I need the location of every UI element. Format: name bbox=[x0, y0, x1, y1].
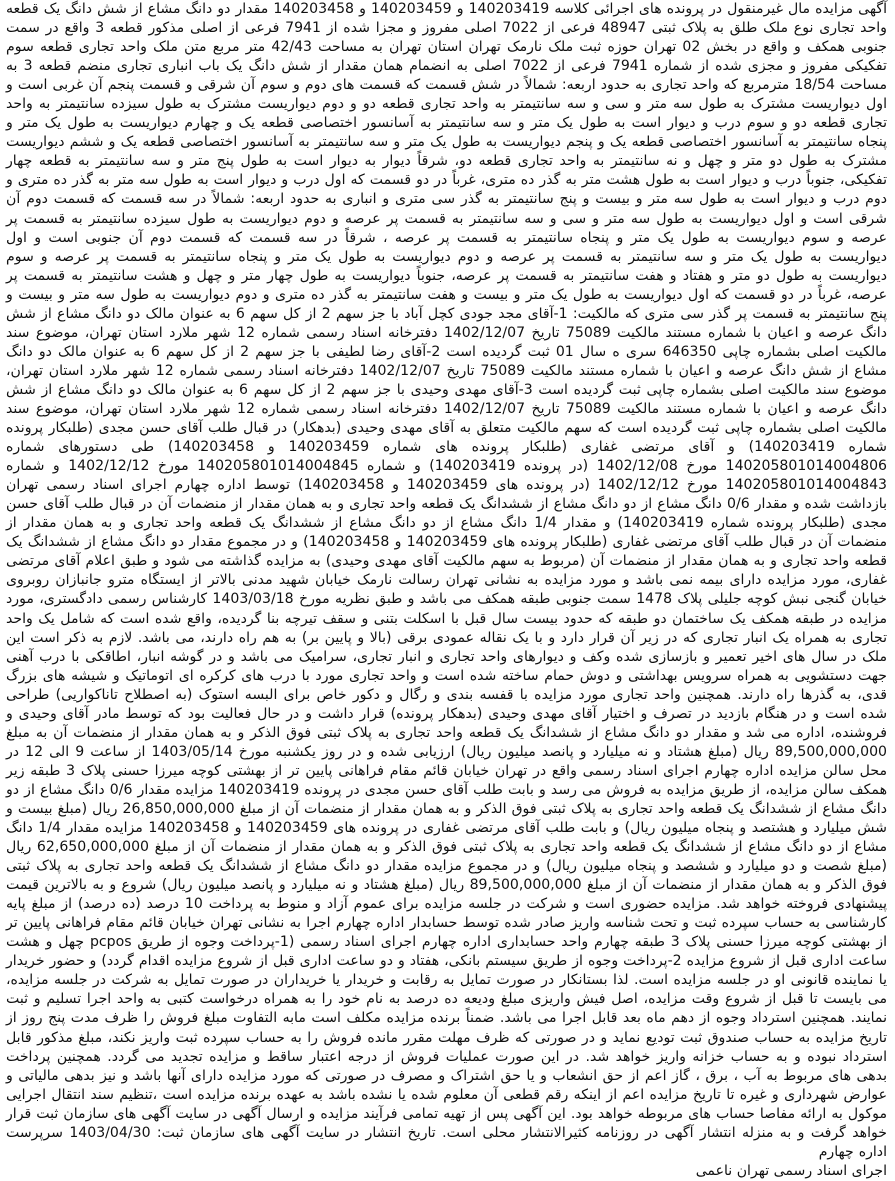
auction-notice bbox=[4, 0, 889, 1179]
notice-signature: اجرای اسناد رسمی تهران ناعمی bbox=[695, 1162, 887, 1179]
notice-body: آگهی مزایده مال غیرمنقول در پرونده های اجرائی کلاسه 140203419 و 140203459 و 140203458 مقدار دو دانگ مشاع از شش دانگ یک قطعه واحد تجاری نوع ملک طلق به پلاک ثبتی 48947 فرعی از 7022 اصلی مفروز و مجزا شده از 7941 فرعی از اصلی مذکور قطعه 3 واقع در سمت جنوبی همکف و واقع در بخش 02 تهران حوزه ثبت ملک نارمک تهران استان تهران به مساحت 42/43 متر مربع متن ملک واحد تجاری قطعه سوم تفکیکی مفروز و مجزی شده از شماره 7941 فرعی از 7022 اصلی به انضمام همان مقدار از شش دانگ یک باب انباری تجاری منضم قطعه 3 به مساحت 18/54 مترمربع که واحد تجاری به حدود اربعه: شمالاً در شش قسمت که قسمت های دوم و سوم آن شرقی و قسمت پنجم آن غربی است و اول دیواریست مشترک به طول سه متر و سی و سه سانتیمتر به واحد تجاری قطعه دو و دوم دیواریست مشترک به طول سیزده سانتیمتر به واحد تجاری قطعه دو و سوم درب و دیوار است به طول یک متر و سه سانتیمتر به آسانسور اختصاصی قطعه یک و چهارم دیواریست به طول یک متر و پنجاه سانتیمتر به آسانسور اختصاصی قطعه یک و پنجم دیواریست به طول یک متر و سه سانتیمتر به آسانسور اختصاصی قطعه یک و ششم دیواریست مشترک به طول دو متر و چهل و نه سانتیمتر به واحد تجاری قطعه دو، شرقاً دیوار به دیوار است به طول پنج متر و سه سانتیمتر به قطعه چهار تفکیکی، جنوباً درب و دیوار است به طول هشت متر به گذر ده متری، غرباً در دو قسمت که اول درب و دیوار است به طول سه متر به گذر ده متری و دوم درب و دیوار است به طول سه متر و بیست و پنج سانتیمتر به گذر سی متری و انباری به حدود اربعه: شمالاً در سه قسمت که قسمت دوم آن شرقی است و اول دیواریست به طول سه متر و سی و سه سانتیمتر به قسمت پر عرصه و دوم دیواریست به طول سیزده سانتیمتر به قسمت پر عرصه و سوم دیواریست به طول یک متر و پنجاه سانتیمتر به قسمت پر عرصه ، شرقاً در سه قسمت که قسمت دوم آن جنوبی است و اول دیواریست به طول یک متر و سه سانتیمتر به قسمت پر عرصه و دوم دیواریست به طول یک متر و پنجاه سانتیمتر به قسمت پر عرصه و سوم دیواریست به طول دو متر و هفتاد و هفت سانتیمتر به قسمت پر عرصه، جنوباً دیواریست به طول چهار متر و چهل و هشت سانتیمتر به قسمت پر عرصه، غرباً در دو قسمت که اول دیواریست به طول یک متر و بیست و هفت سانتیمتر به گذر ده متری و دوم دیواریست به طول سه متر و بیست و پنج سانتیمتر به قسمت پر گذر سی متری که مالکیت: 1-آقای مجد جودی کچل آباد با جز سهم 2 از کل سهم 6 به عنوان مالک دو دانگ مشاع از شش دانگ عرصه و اعیان با شماره مستند مالکیت 75089 تاریخ 1402/12/07 دفترخانه اسناد رسمی شماره 12 شهر ملارد استان تهران، موضوع سند مالکیت اصلی بشماره چاپی 646350 سری ه سال 01 ثبت گردیده است 2-آقای رضا لطیفی با جز سهم 2 از کل سهم 6 به عنوان مالک دو دانگ مشاع از شش دانگ عرصه و اعیان با شماره مستند مالکیت 75089 تاریخ 1402/12/07 دفترخانه اسناد رسمی شماره 12 شهر ملارد استان تهران، موضوع سند مالکیت اصلی بشماره چاپی ثبت گردیده است 3-آقای مهدی وحیدی با جز سهم 2 از کل سهم 6 به عنوان مالک دو دانگ مشاع از شش دانگ عرصه و اعیان با شماره مستند مالکیت 75089 تاریخ 1402/12/07 دفترخانه اسناد رسمی شماره 12 شهر ملارد استان تهران، موضوع سند مالکیت اصلی بشماره چاپی ثبت گردیده است که سهم مالکیت متعلق به آقای مهدی وحیدی (بدهکار) در قبال طلب آقای حسن مجدی (طلبکار پرونده شماره 140203419) و آقای مرتضی غفاری (طلبکار پرونده های شماره 140203459 و 140203458) طی دستورهای شماره 140205801014004806 مورخ 1402/12/08 (در پرونده 140203419) و شماره 140205801014004845 مورخ 1402/12/12 و شماره 140205801014004843 مورخ 1402/12/12 (در پرونده های 140203459 و 140203458) توسط اداره چهارم اجرای اسناد رسمی تهران بازداشت شده و مقدار 0/6 دانگ مشاع از دو دانگ مشاع از ششدانگ یک قطعه واحد تجاری و به همان مقدار از منضمات آن در قبال طلب آقای حسن مجدی (طلبکار پرونده شماره 140203419) و مقدار 1/4 دانگ مشاع از دو دانگ مشاع از ششدانگ یک قطعه واحد تجاری و به همان مقدار از منضمات آن در قبال طلب آقای مرتضی غفاری (طلبکار پرونده های 140203459 و 140203458) و در مجموع مقدار دو دانگ مشاع از ششدانگ یک قطعه واحد تجاری و به همان مقدار از منضمات آن (مربوط به سهم مالکیت آقای مهدی وحیدی) به مزایده گذاشته می شود و طبق اعلام آقای مرتضی غفاری، مورد مزایده دارای بیمه نمی باشد و مورد مزایده به نشانی تهران رسالت نارمک خیابان شهید مدنی بالاتر از ایستگاه مترو جانبازان روبروی خیابان گنجی نبش کوچه جلیلی پلاک 1478 سمت جنوبی طبقه همکف می باشد و طبق نظریه مورخ 1403/03/18 کارشناس رسمی دادگستری، مورد مزایده در طبقه همکف یک ساختمان دو طبقه که حدود بیست سال قبل با اسکلت بتنی و سقف تیرچه بنا گردیده، واقع شده است که شامل یک واحد تجاری به همراه یک انبار تجاری که در زیر آن قرار دارد و با یک نقاله عمودی برقی (بالا و پایین بر) به هم راه دارند، می باشد. لازم به ذکر است این ملک در سال های اخیر تعمیر و بازسازی شده وکف و دیوارهای واحد تجاری و انبار تجاری، سرامیک می باشد و در گوشه انبار، اطاقکی با درب آهنی جهت دستشویی به همراه سرویس بهداشتی و دوش حمام ساخته شده است و واحد تجاری مورد با درب های کرکره ای اتوماتیک و شیشه های بزرگ قدی، به گذرها راه دارند. همچنین واحد تجاری مورد مزایده با قفسه بندی و رگال و دکور خاص برای البسه استوک (به اصطلاح تاناکواریی) طراحی شده است و در هنگام بازدید در تصرف و اختیار آقای مهدی وحیدی (بدهکار پرونده) قرار داشت و در حال فعالیت بود که توسط مادر آقای وحیدی و فروشنده، اداره می شد و مقدار دو دانگ مشاع از ششدانگ یک قطعه واحد تجاری به پلاک ثبتی فوق الذکر و به همان مقدار از منضمات آن به مبلغ 89,500,000,000 ریال (مبلغ هشتاد و نه میلیارد و پانصد میلیون ریال) ارزیابی شده و در روز یکشنبه مورخ 1403/05/14 از ساعت 9 الی 12 در محل سالن مزایده اداره چهارم اجرای اسناد رسمی واقع در تهران خیابان قائم مقام فراهانی پایین تر از بهشتی کوچه میرزا حسنی پلاک 3 طبقه زیر همکف سالن مزایده، از طریق مزایده به فروش می رسد و بابت طلب آقای حسن مجدی در پرونده 140203419 مزایده مقدار 0/6 دانگ مشاع از دو دانگ مشاع از ششدانگ یک قطعه واحد تجاری به پلاک ثبتی فوق الذکر و به همان مقدار از منضمات آن از مبلغ 26,850,000,000 ریال (مبلغ بیست و شش میلیارد و هشتصد و پنجاه میلیون ریال) و بابت طلب آقای مرتضی غفاری در پرونده های 140203459 و 140203458 مزایده مقدار 1/4 دانگ مشاع از دو دانگ مشاع از ششدانگ یک قطعه واحد تجاری به پلاک ثبتی فوق الذکر و به همان مقدار از منضمات آن از مبلغ 62,650,000,000 ریال (مبلغ شصت و دو میلیارد و ششصد و پنجاه میلیون ریال) و در مجموع مزایده مقدار دو دانگ مشاع از ششدانگ یک قطعه واحد تجاری به پلاک ثبتی فوق الذکر و به همان مقدار از منضمات آن از مبلغ 89,500,000,000 ریال (مبلغ هشتاد و نه میلیارد و پانصد میلیون ریال) شروع و به بالاترین قیمت پیشنهادی فروخته خواهد شد. مزایده حضوری است و شرکت در جلسه مزایده برای عموم آزاد و منوط به پرداخت 10 درصد (ده درصد) از مبلغ پایه کارشناسی به حساب سپرده ثبت و تحت شناسه واریز صادر شده توسط حسابدار اداره چهارم اجرا به نشانی تهران خیابان قائم مقام فراهانی پایین تر از بهشتی کوچه میرزا حسنی پلاک 3 طبقه چهارم واحد حسابداری اداره چهارم اجرای اسناد رسمی (1-پرداخت وجوه از طریق pcpos چهل و هشت ساعت اداری قبل از شروع مزایده 2-پرداخت وجوه از طریق سیستم بانکی، هفتاد و دو ساعت اداری قبل از شروع مزایده اقدام گردد) و حضور خریدار یا نماینده قانونی او در جلسه مزایده است. لذا بستانکار در صورت تمایل به رقابت و خریدار یا خریداران در صورت تمایل به شرکت در جلسه مزایده، می بایست تا قبل از شروع وقت مزایده، اصل فیش واریزی مبلغ ودیعه ده درصد به نام خود را به همراه درخواست کتبی به واحد اجرا تسلیم و ثبت نمایند. همچنین استرداد وجوه از دهم ماه بعد قابل اجرا می باشد. ضمناً برنده مزایده مکلف است مابه التفاوت مبلغ فروش را ظرف مدت پنج روز از تاریخ مزایده به حساب صندوق ثبت تودیع نماید و در صورتی که ظرف مهلت مقرر مانده فروش را به حساب سپرده ثبت واریز نکند، مبلغ مذکور قابل استرداد نبوده و به حساب خزانه واریز خواهد شد. در این صورت عملیات فروش از درجه اعتبار ساقط و مزایده تجدید می گردد. همچنین پرداخت بدهی های مربوط به آب ، برق ، گاز اعم از حق انشعاب و یا حق اشتراک و مصرف در صورتی که مورد مزایده دارای آنها باشد و نیز بدهی مالیاتی و عوارض شهرداری و غیره تا تاریخ مزایده اعم از اینکه رقم قطعی آن معلوم شده یا نشده باشد به عهده برنده مزایده است ،تنظیم سند انتقال اجرایی موکول به ارائه مفاصا حساب های مربوطه خواهد بود. این آگهی پس از تهیه تمامی فرآیند مزایده و ارسال آگهی در سایت آگهی های سازمان ثبت قرار خواهد گرفت و به منزله انتشار آگهی در روزنامه کثیرالانتشار محلی است. تاریخ انتشار در سایت آگهی های سازمان ثبت: 1403/04/30 سرپرست اداره چهارم bbox=[6, 1, 888, 1160]
